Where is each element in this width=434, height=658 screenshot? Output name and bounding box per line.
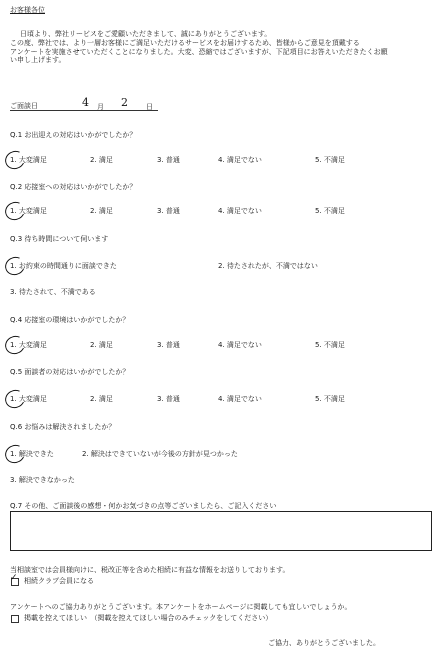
q1-option-2[interactable]: 2. 満足	[90, 156, 113, 164]
visit-date-label: ご面談日	[10, 102, 38, 110]
q4-option-3[interactable]: 3. 普通	[157, 341, 180, 349]
intro-line-2: この度、弊社では、より一層お客様にご満足いただけるサービスをお届けするため、皆様からご意見を頂戴する	[10, 38, 360, 47]
check-mark-icon: ✓	[10, 573, 18, 583]
q6-label: Q.6 お悩みは解決されましたか？	[10, 423, 116, 431]
q5-label: Q.5 面談者の対応はいかがでしたか？	[10, 368, 130, 376]
q4-option-2[interactable]: 2. 満足	[90, 341, 113, 349]
q4-option-5[interactable]: 5. 不満足	[315, 341, 345, 349]
q3-option-1[interactable]: 1. お約束の時間通りに面談できた	[10, 262, 117, 270]
q1-option-1[interactable]: 1. 大変満足	[10, 156, 47, 164]
q7-label: Q.7 その他、ご面談後の感想・何かお気づきの点等ございましたら、ご記入ください	[10, 502, 277, 510]
publish-question-text: アンケートへのご協力ありがとうございます。本アンケートをホームページに掲載しても宜しいでしょうか。	[10, 603, 352, 611]
q1-option-5[interactable]: 5. 不満足	[315, 156, 345, 164]
q3-option-2[interactable]: 2. 待たされたが、不満ではない	[218, 262, 318, 270]
q7-answer-box[interactable]	[10, 511, 432, 551]
visit-month-value[interactable]: 4	[82, 96, 89, 109]
q2-option-1[interactable]: 1. 大変満足	[10, 207, 47, 215]
q5-option-4[interactable]: 4. 満足でない	[218, 395, 262, 403]
publish-option-label: 掲載を控えてほしい （掲載を控えてほしい場合のみチェックをしてください）	[24, 614, 273, 622]
q4-option-4[interactable]: 4. 満足でない	[218, 341, 262, 349]
q6-option-1[interactable]: 1. 解決できた	[10, 450, 54, 458]
visit-day-unit: 日	[146, 103, 153, 111]
q5-option-5[interactable]: 5. 不満足	[315, 395, 345, 403]
club-info-text: 当相談室では会員様向けに、税改正等を含めた相続に有益な情報をお送りしております。	[10, 566, 290, 574]
closing-text: ご協力、ありがとうございました。	[268, 639, 380, 647]
publish-checkbox[interactable]	[11, 615, 19, 623]
q5-option-1[interactable]: 1. 大変満足	[10, 395, 47, 403]
club-option-label: 相続クラブ会員になる	[24, 577, 94, 585]
q2-option-4[interactable]: 4. 満足でない	[218, 207, 262, 215]
q4-option-1[interactable]: 1. 大変満足	[10, 341, 47, 349]
intro-line-4: い申し上げます。	[10, 56, 66, 65]
q1-option-3[interactable]: 3. 普通	[157, 156, 180, 164]
q6-option-2[interactable]: 2. 解決はできていないが今後の方針が見つかった	[82, 450, 238, 458]
q5-option-2[interactable]: 2. 満足	[90, 395, 113, 403]
intro-paragraph	[10, 30, 426, 65]
intro-line-1: 日頃より、弊社リービスをご愛顧いただきまして、誠にありがとうございます。	[20, 30, 272, 38]
q1-label: Q.1 お出迎えの対応はいかがでしたか？	[10, 131, 137, 139]
salutation: お客様各位	[10, 6, 45, 14]
q2-option-5[interactable]: 5. 不満足	[315, 207, 345, 215]
visit-month-unit: 月	[97, 103, 104, 111]
q1-option-4[interactable]: 4. 満足でない	[218, 156, 262, 164]
q6-option-3[interactable]: 3. 解決できなかった	[10, 476, 75, 484]
q2-option-3[interactable]: 3. 普通	[157, 207, 180, 215]
q3-label: Q.3 待ち時間について伺います	[10, 235, 109, 243]
q2-label: Q.2 応接室への対応はいかがでしたか？	[10, 183, 137, 191]
q4-label: Q.4 応接室の環境はいかがでしたか？	[10, 316, 130, 324]
visit-date-underline	[10, 110, 158, 111]
q5-option-3[interactable]: 3. 普通	[157, 395, 180, 403]
visit-day-value[interactable]: 2	[121, 96, 128, 109]
q2-option-2[interactable]: 2. 満足	[90, 207, 113, 215]
intro-line-3: アンケートを実施させていただくことになりました。大変、恐縮ではございますが、下記項目にお答えいただきたくお願	[10, 47, 388, 56]
q3-option-3[interactable]: 3. 待たされて、不満である	[10, 288, 96, 296]
